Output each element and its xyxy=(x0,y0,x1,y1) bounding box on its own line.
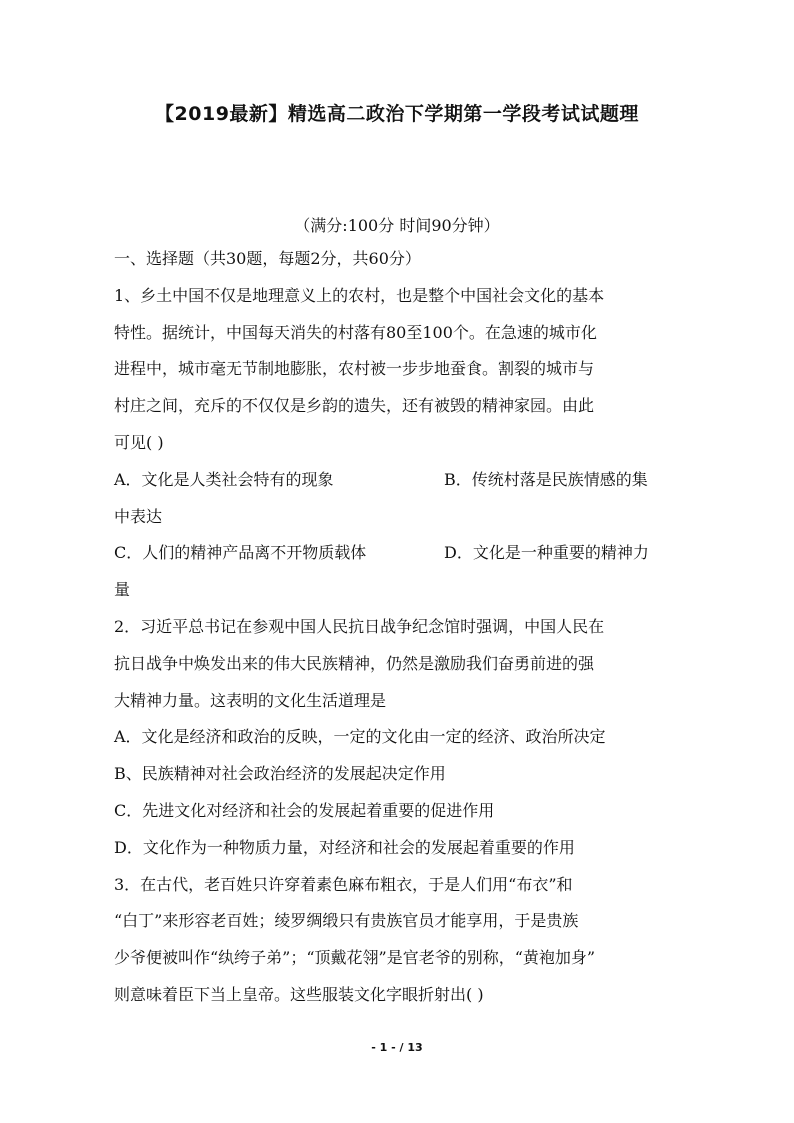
option-b-continued: 中表达 xyxy=(114,506,163,526)
page-title: 【2019最新】精选高二政治下学期第一学段考试试题理 xyxy=(155,103,639,125)
question-1 xyxy=(114,281,694,612)
question-line: 1、乡土中国不仅是地理意义上的农村，也是整个中国社会文化的基本 xyxy=(114,285,605,305)
question-line: 抗日战争中焕发出来的伟大民族精神，仍然是激励我们奋勇前进的强 xyxy=(114,653,595,673)
section-heading: 一、选择题（共30题，每题2分，共60分） xyxy=(114,249,421,268)
question-line: 进程中，城市毫无节制地膨胀，农村被一步步地蚕食。割裂的城市与 xyxy=(114,359,595,379)
score-time-note: （满分:100分 时间90分钟） xyxy=(294,216,500,235)
option-row xyxy=(114,465,694,502)
question-line: “白丁”来形容老百姓；绫罗绸缎只有贵族官员才能享用，于是贵族 xyxy=(114,911,579,931)
option-d: D．文化作为一种物质力量，对经济和社会的发展起着重要的作用 xyxy=(114,837,575,857)
option-c: C．先进文化对经济和社会的发展起着重要的促进作用 xyxy=(114,800,495,820)
question-content xyxy=(114,244,694,1017)
question-line: 特性。据统计，中国每天消失的村落有80至100个。在急速的城市化 xyxy=(114,322,597,342)
question-line: 则意味着臣下当上皇帝。这些服装文化字眼折射出( ) xyxy=(114,984,484,1004)
question-line: 3．在古代，老百姓只许穿着素色麻布粗衣，于是人们用“布衣”和 xyxy=(114,874,573,894)
option-b: B．传统村落是民族情感的集 xyxy=(444,469,648,489)
question-line: 可见( ) xyxy=(114,432,164,452)
question-3 xyxy=(114,870,694,1017)
option-row xyxy=(114,538,694,575)
question-line: 大精神力量。这表明的文化生活道理是 xyxy=(114,690,387,710)
question-line: 少爷便被叫作“纨绔子弟”；“顶戴花翎”是官老爷的别称，“黄袍加身” xyxy=(114,948,596,968)
option-d-continued: 量 xyxy=(114,580,131,600)
option-a: A．文化是人类社会特有的现象 xyxy=(114,469,334,489)
option-b: B、民族精神对社会政治经济的发展起决定作用 xyxy=(114,764,446,784)
option-a: A．文化是经济和政治的反映，一定的文化由一定的经济、政治所决定 xyxy=(114,727,606,747)
question-line: 村庄之间，充斥的不仅仅是乡韵的遗失，还有被毁的精神家园。由此 xyxy=(114,396,595,416)
option-d: D．文化是一种重要的精神力 xyxy=(444,543,649,563)
question-2 xyxy=(114,612,694,870)
option-c: C．人们的精神产品离不开物质载体 xyxy=(114,543,367,563)
question-line: 2．习近平总书记在参观中国人民抗日战争纪念馆时强调，中国人民在 xyxy=(114,616,605,636)
page-number: - 1 - / 13 xyxy=(371,1041,423,1054)
